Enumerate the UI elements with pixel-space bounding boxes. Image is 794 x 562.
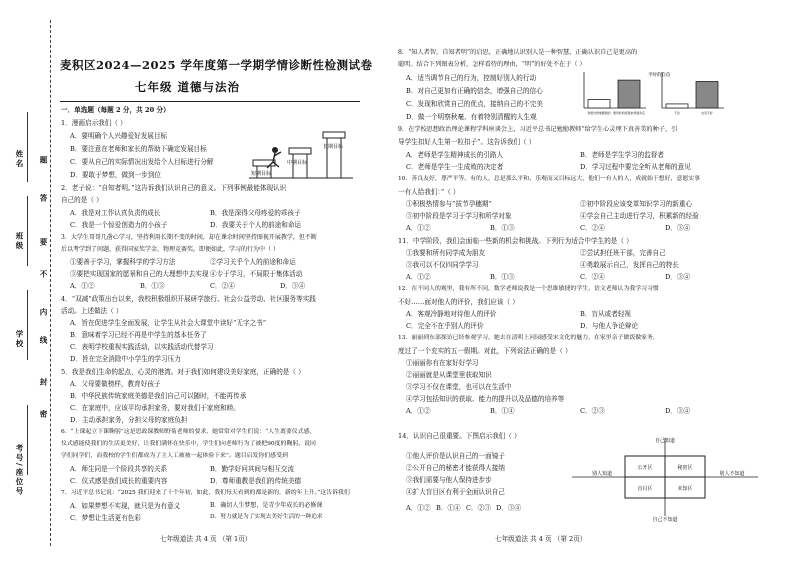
question-1: 1．漫画启示我们（ ）	[61, 119, 127, 127]
statement-3: ③我们需要与他人保持进步步	[406, 476, 492, 484]
question-13-cont: 度过了一个充实的五一假期。对此，下列说法正确的是（ ）	[398, 347, 572, 355]
option-c: C．表明学校重视实践活动，以实践活动代替学习	[70, 343, 214, 351]
bar-category-label: 也有不好	[701, 111, 713, 115]
johari-top-label: 自己知道	[654, 438, 676, 444]
statement-3: ③学习不仅在课堂，也可以在生活中	[406, 383, 512, 391]
option-a: A．①②	[406, 504, 431, 512]
question-5: 5．我是我们生命的起点，心灵的港湾。对于我们如何建设美好家庭，正确的是（ ）	[61, 368, 305, 376]
option-a: A．我是对工作认真负责的成长	[70, 209, 161, 217]
statement-4: ④扩大盲目区有利于全面认识自己	[406, 488, 505, 496]
option-a: A．如果梦想不实现，就只是为有意义	[70, 502, 181, 510]
school-field[interactable]	[27, 290, 28, 360]
option-b: B．我是深得父母疼爱的乖孩子	[210, 209, 301, 217]
option-a: A．旨在促进学生全面发展，让学生从社会大课堂中读好“无字之书”	[70, 319, 267, 327]
cut-word: 答	[39, 194, 48, 204]
goals-cartoon	[245, 120, 357, 182]
option-d: D．③④	[665, 273, 691, 281]
option-b: B．确切人生梦想，是青少年成长的必修课	[210, 502, 323, 509]
question-9-cont: 导学生扣好人生第一粒扣子”。这告诉我们（ ）	[398, 138, 536, 146]
johari-right-label: 别人不知道	[719, 471, 745, 477]
statement-2: ②初中阶段应该变革知识学习的新重心	[580, 200, 693, 208]
option-b: B．①③	[490, 224, 515, 232]
statement-1: ①丽丽你有在家好好学习	[406, 359, 479, 367]
question-8: 8．“知人者智，自知者明”的启思，正确地认识别人是一种智慧，正确认识自己是更高的	[398, 49, 638, 56]
cut-word: 密	[39, 410, 48, 420]
option-c: C．仪式感是我们成长的重要内容	[70, 477, 168, 485]
question-6-cont: 学们同学们，而我校的学生们都成为了主人工被被一起体验下来”。题目启发你们感受到	[61, 453, 288, 459]
option-d: D．旨在完全消除中小学生的学习压力	[70, 355, 181, 363]
option-d: D．要敢于梦想，做到一步到位	[70, 171, 162, 179]
question-2-cont: 自己的是（ ）	[61, 196, 103, 204]
statement-2: ②尝试担任班干部，完善自己	[580, 249, 666, 257]
question-11: 11．中学阶段，我们会面临一些新的机会和挑战。下列行为适合中学生的是（ ）	[398, 237, 633, 245]
question-4: 4．“双减”政策出台以来，我校积极组织开展研学旅行、社会公益劳动、社区服务等实践	[61, 295, 316, 303]
question-3-cont: 后以考学到了问题，获得国家奖学金、物理竞赛奖。即便如此，学习的行为中（ ）	[61, 246, 279, 253]
bar-2	[666, 104, 688, 108]
option-b: B．勤学好问其间与相互交流	[210, 465, 294, 473]
johari-window-diagram	[568, 432, 762, 522]
option-c: C．发现和欣赏自己的优点，接纳自己的不完美	[406, 100, 543, 108]
question-12-cont: 不好……面对他人的评价，我们应该（ ）	[398, 298, 519, 306]
johari-hidden-area: 秘密区	[677, 465, 693, 471]
johari-left-label: 别人知道	[591, 471, 613, 477]
option-b: B．对自己更加有正确的信念，增强自己的信心	[406, 87, 543, 95]
option-d: D．③④	[280, 282, 306, 290]
option-b: B．要注意在老师和家长的帮助下确定发展目标	[70, 145, 207, 153]
option-a: A．父母要做榜样，教育好孩子	[70, 380, 161, 388]
option-d: D．③④	[665, 224, 691, 232]
statement-4: ④学会自己主动进行学习，积累新的经验	[580, 212, 699, 220]
bar-0	[588, 100, 610, 109]
page-footer: 七年级道法 共 4 页 （第 2页）	[495, 535, 587, 543]
johari-bottom-label: 自己不知道	[652, 517, 678, 522]
option-a: A．师生同是一个阶段共享的关系	[70, 465, 168, 473]
option-a: A．老师是学生精神成长的引路人	[406, 151, 504, 159]
option-a: A．①②	[406, 407, 431, 415]
question-10-cont: 一有人给我们：”（ ）	[398, 188, 460, 196]
option-d: D．③④	[665, 407, 691, 415]
cut-word: 要	[39, 238, 48, 248]
option-b: B．意味着学习已经不再是中学生的基本任务了	[70, 331, 207, 339]
option-a: A．①②	[406, 273, 431, 281]
option-c: C．老师是学生一生成败的决定者	[406, 163, 504, 171]
option-c: C．在家庭中，应该平均承担家务，要对我们于家庭和睦。	[70, 404, 240, 412]
question-12: 12．在不同人的观里，我有所不同，数学老师说我是一个思维敏捷的学生，语文老师认为我学习习惯	[398, 286, 659, 292]
name-label: 姓名	[15, 150, 24, 169]
option-c: C．梦想让生活更有色彩	[70, 514, 141, 522]
statement-4: ④勇敢展示自己，发挥自己的特长	[580, 261, 679, 269]
question-10: 10．善良友好，尊严平等。有的人，总是那么平和、乐观而又目标远大，他们一有人的人，成就始于想好，意愿实事	[398, 176, 701, 182]
option-b: B．老师是学生学习的监督者	[580, 151, 664, 159]
bar-3	[696, 81, 718, 108]
question-6: 6．“上课起立下课鞠躬”这是思政课教师野菊老师的要求，她常常对学生们说：“人生离要仪式感，	[61, 429, 316, 435]
option-a: A．适当调节自己的行为，控制好别人的行动	[406, 74, 537, 82]
seat-number-label: 考号/座位号	[15, 444, 24, 497]
cut-word: 内	[39, 308, 48, 318]
option-b: B．①③	[140, 282, 165, 290]
statement-2: ②丽丽就是从课堂里获取知识	[406, 371, 492, 379]
question-13: 13．丽丽到东部探访已经参观学习，她去在清明上河园感受宋文化的魅力，在家里亲子做饭做家务，	[398, 335, 659, 341]
option-a: A．①②	[406, 224, 431, 232]
section-heading: 一．单选题（每题 2 分，共 20 分）	[61, 106, 170, 114]
cut-word: 题	[39, 156, 48, 166]
chart-ylabel: 平时的自信	[648, 73, 671, 78]
option-b: B．盲从或者轻视	[580, 310, 632, 318]
option-b: B．①③	[490, 273, 515, 281]
bar-category-label: 你很自然地跟我的	[587, 111, 611, 115]
exam-title: 麦积区2024—2025 学年度第一学期学情诊断性检测试卷	[60, 58, 373, 72]
question-9: 9．在学校思想政治理论课程学科座谈会上，习近平总书记勉励教师“给学生心灵埋下真善美的种子，引	[398, 126, 678, 133]
cut-word: 线	[39, 336, 48, 346]
option-c: C．②③	[466, 504, 491, 512]
class-label: 班级	[15, 232, 24, 251]
option-b: B．中华民族传统家庭美德是我们自己可以随时，不能再传承	[70, 392, 247, 400]
long-term-goal-label: 长期目标	[323, 144, 344, 150]
statement-3: ③要把实现国家的愿景和自己的大理想中去实现	[70, 270, 209, 278]
option-c: C．要从自己的实际情况出发给个人目标进行分解	[70, 158, 214, 166]
question-4-cont: 活动。上述做法（ ）	[61, 307, 123, 315]
option-d: D．与他人争论辩论	[580, 322, 639, 330]
cut-word: 不	[39, 270, 48, 280]
option-c: C．我是一个惊爱创造力的小孩子	[70, 221, 168, 229]
question-7: 7．习近平总书记说：“2025 我们迎来了十个年初，如此，我们每天看到的都是新的，新的年上升。”这告诉我们	[61, 490, 350, 496]
name-field[interactable]	[27, 112, 28, 182]
confidence-bar-chart	[580, 70, 728, 120]
statement-4: ④学习包括知识的获取、能力的提升以及品德的培养等	[406, 395, 565, 403]
school-label: 学校	[15, 330, 24, 349]
option-b: B．①④	[490, 407, 515, 415]
question-6-cont: 仪式感能使我们的生活更美好，让我们满怀在快乐中，学生们向老师行为了被把90度的鞠躬，说同	[61, 441, 316, 447]
option-d: D．主动承担家务，分担父母的家庭负担	[70, 416, 188, 424]
johari-unknown-area: 未知区	[677, 486, 693, 492]
statement-1: ①要善于学习，掌握科学的学习方法	[70, 258, 176, 266]
bar-category-label: 不会	[674, 111, 680, 115]
divider	[60, 101, 360, 102]
question-2: 2．老子说：“自知者明。”这告诉我们认识自己的意义。下列事例最能体现认识	[61, 184, 287, 192]
bar-category-label: 想用好的表现来得到肯定	[613, 111, 645, 115]
statement-2: ②学习关乎个人的前途和命运	[210, 258, 296, 266]
statement-4: ④专于学习，不局限于集体活动	[210, 270, 303, 278]
option-c: C．完全不在乎别人的评价	[406, 322, 484, 330]
johari-blind-area: 盲目区	[637, 486, 653, 492]
option-d: D．我要关于个人的前途和命运	[210, 221, 302, 229]
question-8-cont: 聪明。结合下列图表分析，怎样看待的理由，“明”的好处不在于（ ）	[398, 61, 586, 68]
statement-3: ③我可以不仅四同学学习	[406, 261, 479, 269]
question-3: 3．大学生哥哥几凿心学习，坚持利用长期不变的时间，却在课余时间坚持图视开展教学，但不断	[61, 234, 317, 241]
option-d: D．尊师重教是我们的传统美德	[210, 477, 302, 485]
option-c: C．②③	[580, 407, 605, 415]
short-term-goal-label: 短期目标	[251, 171, 272, 177]
question-14: 14．认识自己很重要。下图启示我们（ ）	[398, 432, 521, 440]
option-c: C．②④	[580, 273, 605, 281]
statement-1: ①他人评价是认识自己的一面镜子	[406, 452, 505, 460]
statement-2: ②公开自己的秘密才能获得人接纳	[406, 464, 505, 472]
statement-3: ③初中阶段是学习于学习和所学对象	[406, 212, 512, 220]
option-a: A．要明确个人兴趣爱好发展目标	[70, 132, 168, 140]
option-a: A．①②	[70, 282, 95, 290]
option-d: D．③④	[496, 504, 522, 512]
bar-1	[618, 80, 640, 108]
statement-1: ①积极热情参与“拔节孕穗期”	[406, 200, 492, 208]
page-footer: 七年级道法 共 4 页 （第 1页）	[160, 535, 252, 543]
option-b: B．①④	[436, 504, 461, 512]
class-field[interactable]	[27, 196, 28, 266]
option-a: A．客观冷静地对待他人的评价	[406, 310, 497, 318]
option-d: D．学习过程中要完全听从老师的意见	[580, 163, 691, 171]
option-c: C．②④	[210, 282, 235, 290]
mid-term-goal-label: 中期目标	[287, 160, 308, 166]
johari-open-area: 公开区	[637, 465, 653, 471]
exam-subtitle: 七年级 道德与法治	[135, 80, 241, 94]
option-c: C．②④	[580, 224, 605, 232]
option-d: D．做一个明察秋毫、有着特别清醒的人生观	[406, 113, 537, 121]
cut-word: 封	[39, 378, 48, 388]
seat-number-field[interactable]	[27, 405, 28, 475]
cut-line	[50, 20, 51, 546]
statement-1: ①我要和所有同学成为朋友	[406, 249, 486, 257]
option-d: D．努力就是为了实现去美好生活的一种追求	[210, 514, 323, 520]
